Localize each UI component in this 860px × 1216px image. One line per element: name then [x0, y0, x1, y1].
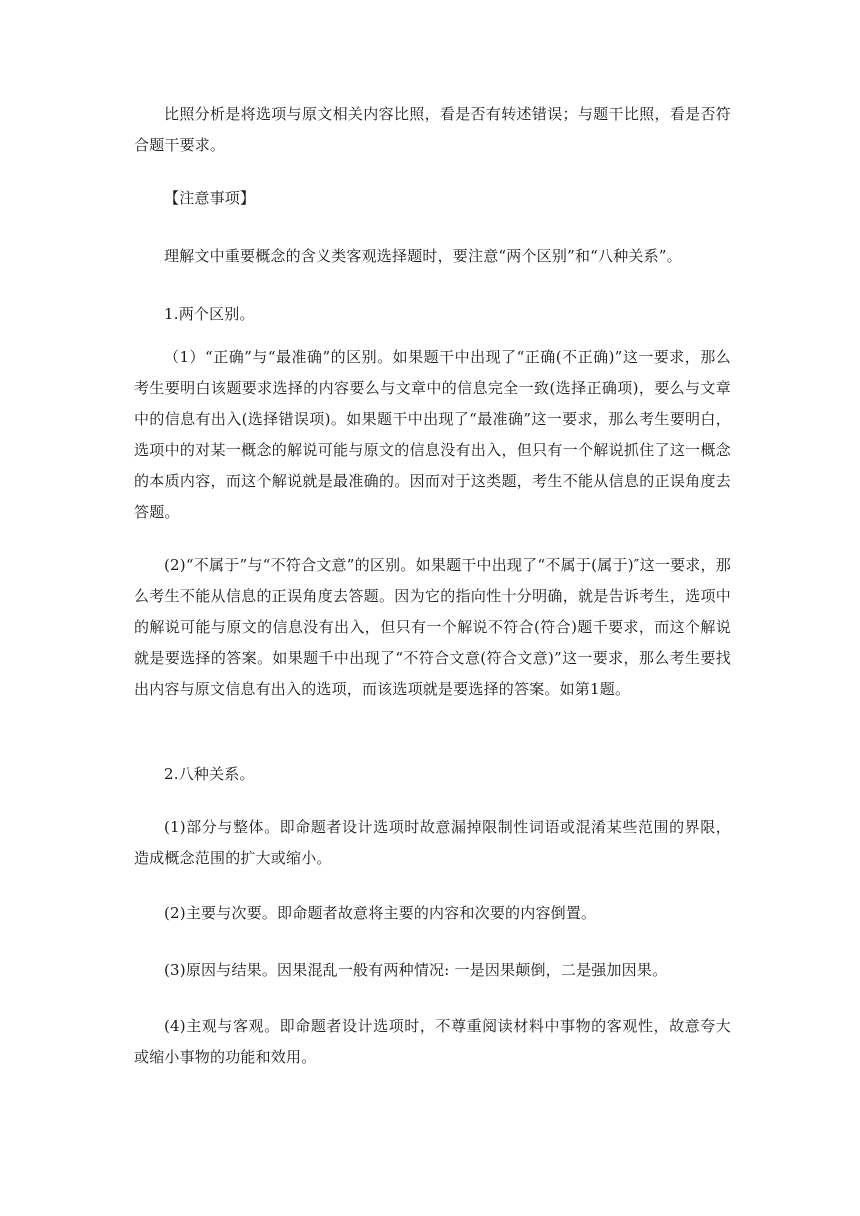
paragraph-relation-4: (4)主观与客观。即命题者设计选项时，不尊重阅读材料中事物的客观性，故意夸大或缩小事物的功能和效用。 — [134, 1017, 731, 1066]
paragraph-relation-2: (2)主要与次要。即命题者故意将主要的内容和次要的内容倒置。 — [164, 904, 597, 922]
paragraph-difference-1: （1）“正确”与“最准确”的区别。如果题干中出现了“正确(不正确)”这一要求，那么考生要明白该题要求选择的内容要么与文章中的信息完全一致(选择正确项)，要么与文章中的信息有出入(选择错误项)。如果题干中出现了“最准确”这一要求，那么考生要明白，选项中的对某一概念的解说可能与原文的信息没有出入，但只有一个解说抓住了这一概念的本质内容，而这个解说就是最准确的。因而对于这类题，考生不能从信息的正误角度去答题。 — [134, 348, 731, 521]
paragraph-notes-intro: 理解文中重要概念的含义类客观选择题时，要注意“两个区别”和“八种关系”。 — [164, 247, 682, 265]
paragraph-relation-3: (3)原因与结果。因果混乱一般有两种情况: 一是因果颠倒，二是强加因果。 — [164, 961, 668, 979]
heading-eight-relations: 2.八种关系。 — [164, 765, 255, 783]
heading-two-differences: 1.两个区别。 — [164, 305, 255, 323]
paragraph-comparison-analysis: 比照分析是将选项与原文相关内容比照，看是否有转述错误；与题干比照，看是否符合题干要求。 — [134, 105, 731, 154]
paragraph-difference-2: (2)“不属于”与“不符合文意”的区别。如果题干中出现了“不属于(属于)″这一要求，那么考生不能从信息的正误角度去答题。因为它的指向性十分明确，就是告诉考生，选项中的解说可能与原文的信息没有出入，但只有一个解说不符合(符合)题千要求，而这个解说就是要选择的答案。如果题千中出现了“不符合文意(符合文意)”这一要求，那么考生要找出内容与原文信息有出入的选项，而该选项就是要选择的答案。如第1题。 — [134, 556, 731, 698]
paragraph-relation-1: (1)部分与整体。即命题者设计选项时故意漏掉限制性词语或混淆某些范围的界限，造成概念范围的扩大或缩小。 — [134, 818, 731, 867]
section-heading-notes: 【注意事项】 — [164, 189, 256, 207]
